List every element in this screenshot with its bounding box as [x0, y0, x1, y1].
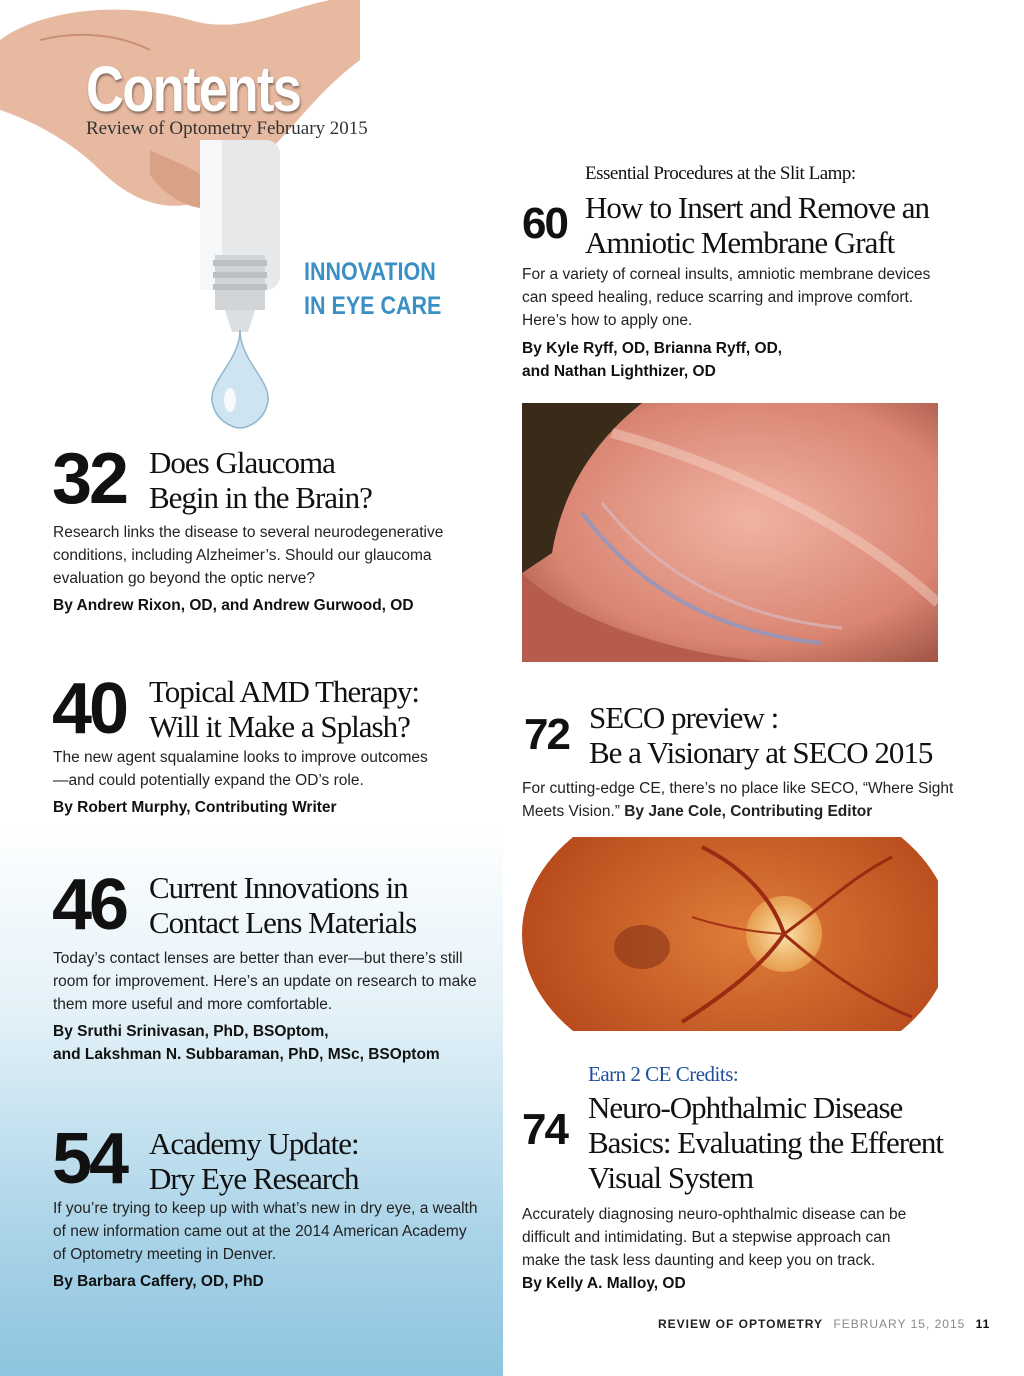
byline-line: By Robert Murphy, Contributing Writer [53, 799, 337, 816]
article-description [522, 263, 930, 332]
article-byline [53, 796, 337, 819]
description-line: of Optometry meeting in Denver. [53, 1246, 277, 1263]
headline-line: Basics: Evaluating the Efferent [588, 1125, 943, 1160]
article-byline [53, 594, 414, 617]
headline-line: Amniotic Membrane Graft [585, 225, 895, 260]
article-byline [522, 1272, 686, 1295]
description-line: For cutting-edge CE, there’s no place like SECO, “Where Sight [522, 780, 954, 797]
description-line: room for improvement. Here’s an update on research to make [53, 973, 477, 990]
headline-line: Will it Make a Splash? [149, 709, 410, 744]
article-description [53, 521, 443, 590]
page-number: 72 [524, 710, 569, 759]
article-headline[interactable] [585, 190, 929, 260]
byline-line: By Barbara Caffery, OD, PhD [53, 1273, 264, 1290]
footer-date: FEBRUARY 15, 2015 [833, 1317, 966, 1331]
issue-line: Review of Optometry February 2015 [86, 118, 368, 139]
article-description [53, 947, 477, 1016]
tagline [304, 255, 441, 323]
headline-line: Topical AMD Therapy: [149, 674, 419, 709]
headline-line: Visual System [588, 1160, 754, 1195]
description-line: Research links the disease to several neurodegenerative [53, 524, 444, 541]
description-line: Here’s how to apply one. [522, 312, 693, 329]
description-line: make the task less daunting and keep you on track. [522, 1252, 876, 1269]
article-description [53, 746, 428, 792]
article-headline[interactable] [149, 674, 419, 744]
article-headline[interactable] [589, 700, 932, 770]
article-byline [53, 1020, 440, 1066]
retina-photo [522, 837, 938, 1031]
description-line: difficult and intimidating. But a stepwise approach can [522, 1229, 891, 1246]
headline-line: Does Glaucoma [149, 445, 335, 480]
page-number: 46 [52, 865, 127, 945]
article-byline [522, 337, 782, 383]
headline-line: Current Innovations in [149, 870, 408, 905]
description-line: —and could potentially expand the OD’s role. [53, 772, 364, 789]
article-headline[interactable] [588, 1090, 943, 1195]
page-number: 32 [52, 439, 127, 519]
article-headline[interactable] [149, 1126, 359, 1196]
description-line: of new information came out at the 2014 American Academy [53, 1223, 467, 1240]
description-line: evaluation go beyond the optic nerve? [53, 570, 315, 587]
headline-line: Dry Eye Research [149, 1161, 359, 1196]
headline-line: Academy Update: [149, 1126, 359, 1161]
page-number: 74 [522, 1105, 567, 1154]
byline-line: By Kyle Ryff, OD, Brianna Ryff, OD, [522, 340, 783, 357]
description-line: Meets Vision.” By Jane Cole, Contributing Editor [522, 803, 873, 820]
description-line: them more useful and more comfortable. [53, 996, 333, 1013]
page-title: Contents [86, 53, 301, 125]
headline-line: Be a Visionary at SECO 2015 [589, 735, 933, 770]
article-byline: By Jane Cole, Contributing Editor [624, 803, 873, 820]
byline-line: By Kelly A. Malloy, OD [522, 1275, 686, 1292]
footer-page-number: 11 [975, 1317, 991, 1331]
article-description [53, 1197, 477, 1266]
article-description [522, 777, 953, 823]
headline-line: Contact Lens Materials [149, 905, 417, 940]
tagline-line-1: INNOVATION [304, 258, 436, 286]
article-headline[interactable] [149, 870, 416, 940]
tagline-line-2: IN EYE CARE [304, 292, 442, 320]
byline-line: and Lakshman N. Subbaraman, PhD, MSc, BSOptom [53, 1046, 440, 1063]
page-number: 40 [52, 669, 127, 749]
description-line: For a variety of corneal insults, amniotic membrane devices [522, 266, 931, 283]
byline-line: By Andrew Rixon, OD, and Andrew Gurwood, OD [53, 597, 414, 614]
headline-line: Begin in the Brain? [149, 480, 372, 515]
article-headline[interactable] [149, 445, 372, 515]
headline-line: SECO preview : [589, 700, 779, 735]
footer-publication: REVIEW OF OPTOMETRY [658, 1317, 824, 1331]
page-footer [658, 1317, 990, 1331]
description-line: Accurately diagnosing neuro-ophthalmic disease can be [522, 1206, 907, 1223]
article-kicker: Essential Procedures at the Slit Lamp: [585, 163, 856, 184]
headline-line: How to Insert and Remove an [585, 190, 930, 225]
article-byline [53, 1270, 264, 1293]
description-line: If you’re trying to keep up with what’s new in dry eye, a wealth [53, 1200, 478, 1217]
article-kicker: Earn 2 CE Credits: [588, 1062, 739, 1086]
page-number: 54 [52, 1119, 127, 1199]
description-line: Today’s contact lenses are better than ever—but there’s still [53, 950, 463, 967]
article-description [522, 1203, 906, 1272]
description-line: The new agent squalamine looks to improve outcomes [53, 749, 428, 766]
amniotic-membrane-photo [522, 403, 938, 662]
page-number: 60 [522, 199, 567, 248]
description-line: conditions, including Alzheimer’s. Should our glaucoma [53, 547, 432, 564]
description-line: can speed healing, reduce scarring and improve comfort. [522, 289, 914, 306]
byline-line: and Nathan Lighthizer, OD [522, 363, 716, 380]
headline-line: Neuro-Ophthalmic Disease [588, 1090, 903, 1125]
byline-line: By Sruthi Srinivasan, PhD, BSOptom, [53, 1023, 329, 1040]
